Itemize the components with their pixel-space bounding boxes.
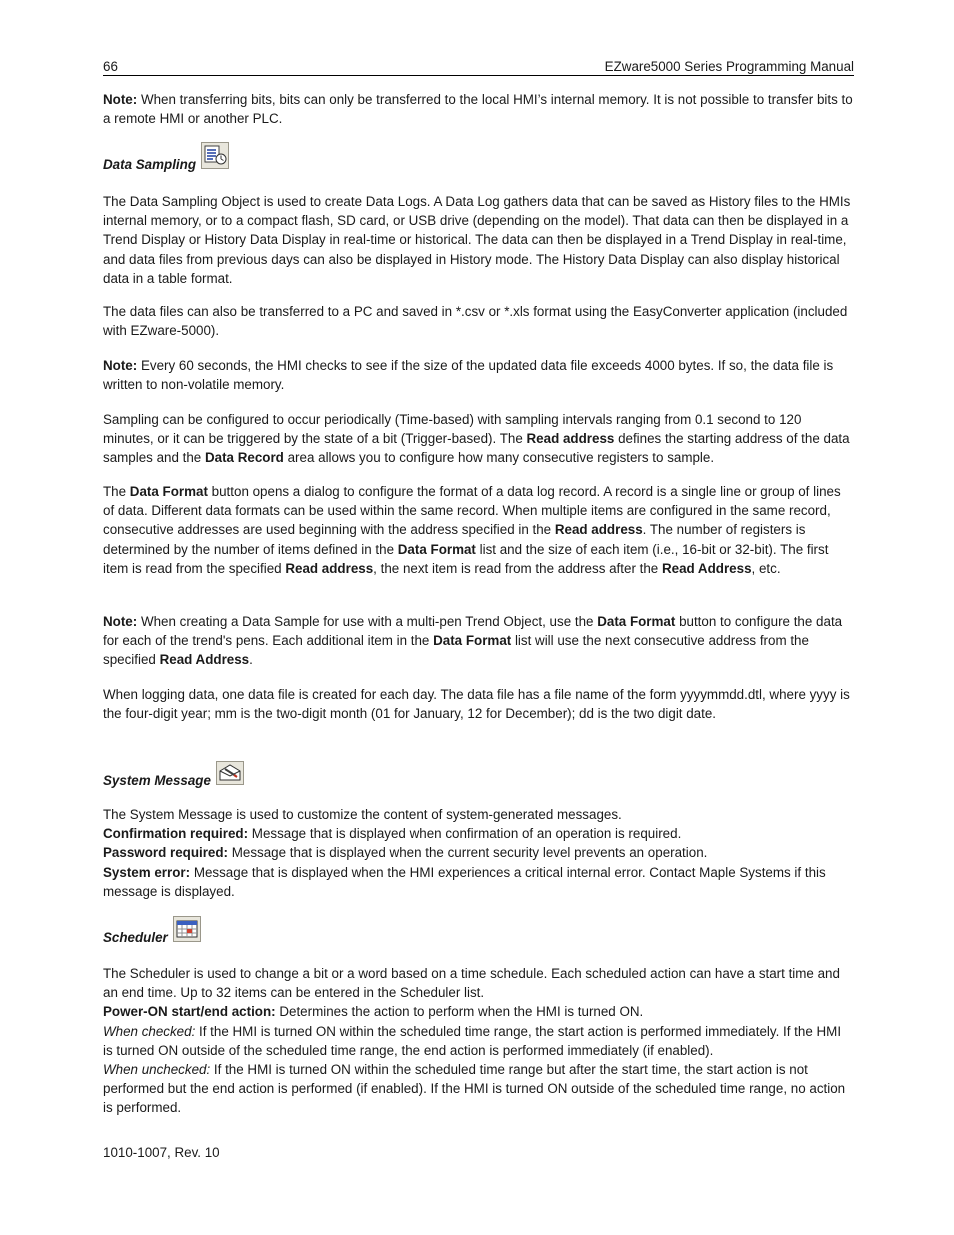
system-message-icon bbox=[216, 761, 244, 790]
data-sampling-paragraph-2: The data files can also be transferred to a PC and saved in *.csv or *.xls format using the EasyConverter application (included with EZware-5000). bbox=[103, 304, 848, 339]
item-label: When unchecked: bbox=[103, 1062, 211, 1078]
data-sampling-heading: Data Sampling bbox=[103, 156, 197, 172]
text-run: list will use the next consecutive address from the specified bbox=[103, 633, 809, 668]
note-label: Note: bbox=[103, 92, 138, 107]
data-sampling-paragraph-7: When logging data, one data file is created for each day. The data file has a file name of the form yyyymmdd.dtl, where yyyy is the four-digit year; mm is the two-digit month (01 for January, 12 for December); dd is the two digit date. bbox=[103, 687, 850, 722]
data-sampling-icon bbox=[201, 142, 229, 174]
data-sampling-paragraph-1: The Data Sampling Object is used to create Data Logs. A Data Log gathers data that can be saved as History files to the HMIs internal memory, or to a compact flash, SD card, or USB drive (depending on the model). That data can then be displayed in a Trend Display or History Data Display in real-time or historical. The data can then be displayed in a Trend Display in real-time, and data files from previous days can also be displayed in History mode. The History Data Display can also display historical data in a table format. bbox=[103, 194, 851, 286]
section-heading-system-message bbox=[103, 760, 854, 790]
doc-number: 1010-1007, Rev. 10 bbox=[103, 1145, 220, 1160]
item-label: When checked: bbox=[103, 1023, 196, 1039]
scheduler-content bbox=[103, 964, 854, 1118]
text-run: list and the size of each item (i.e., 16-bit or 32-bit). The first item is read from the specified bbox=[103, 541, 829, 576]
system-message-content bbox=[103, 805, 854, 901]
item-label: Confirmation required: bbox=[103, 826, 249, 842]
item-text: Message that is displayed when the HMI experiences a critical internal error. Contact Maple Systems if this message is displayed. bbox=[103, 864, 826, 899]
note-bits bbox=[103, 90, 854, 128]
scheduler-when-checked bbox=[103, 1022, 854, 1060]
term-data-format: Data Format bbox=[433, 633, 512, 649]
page-footer bbox=[103, 1143, 220, 1162]
system-message-heading: System Message bbox=[103, 772, 211, 788]
item-label: Power-ON start/end action: bbox=[103, 1004, 276, 1020]
term-data-format: Data Format bbox=[597, 614, 676, 629]
item-text: Message that is displayed when the current security level prevents an operation. bbox=[228, 845, 708, 861]
term-read-address: Read address bbox=[554, 522, 643, 538]
text-run: , the next item is read from the address after the bbox=[373, 560, 662, 576]
scheduler-intro: The Scheduler is used to change a bit or a word based on a time schedule. Each scheduled action can have a start time and an end time. Up to 32 items can be entered in the Scheduler list. bbox=[103, 966, 840, 1001]
section-heading-data-sampling bbox=[103, 144, 854, 174]
system-message-intro: The System Message is used to customize the content of system-generated messages. bbox=[103, 807, 622, 822]
section-heading-scheduler bbox=[103, 917, 854, 947]
item-text: If the HMI is turned ON within the scheduled time range but after the start time, the start action is not performed but the end action is performed (if enabled). If the HMI is turned ON outside of the scheduled time range, no action is performed. bbox=[103, 1062, 846, 1116]
term-read-address: Read address bbox=[526, 431, 615, 447]
note-label: Note: bbox=[103, 358, 138, 373]
text-run: area allows you to configure how many consecutive registers to sample. bbox=[283, 450, 715, 466]
data-sampling-paragraph-4 bbox=[103, 410, 854, 468]
note-label: Note: bbox=[103, 614, 138, 629]
text-run: The bbox=[103, 484, 130, 499]
term-data-format: Data Format bbox=[129, 484, 208, 499]
note-text: When transferring bits, bits can only be transferred to the local HMI’s internal memory. It is not possible to transfer bits to a remote HMI or another PLC. bbox=[103, 92, 853, 127]
term-read-address: Read Address bbox=[159, 652, 250, 668]
scheduler-heading: Scheduler bbox=[103, 929, 168, 945]
system-message-item bbox=[103, 824, 854, 843]
item-text: Determines the action to perform when the HMI is turned ON. bbox=[275, 1004, 644, 1020]
term-read-address: Read Address bbox=[661, 560, 752, 576]
text-run: , etc. bbox=[751, 560, 781, 576]
text-run: button opens a dialog to configure the format of a data log record. A record is a single line or group of lines of data. Different data formats can be used within the same record. When multiple items are configured in the same record, consecutive addresses are used beginning with the address specified in the bbox=[103, 484, 841, 538]
text-run: button to configure the data for each of the trend's pens. Each additional item in the bbox=[103, 614, 843, 649]
data-sampling-note bbox=[103, 356, 854, 394]
data-sampling-paragraph-5 bbox=[103, 482, 854, 578]
item-text: Message that is displayed when confirmation of an operation is required. bbox=[248, 826, 682, 842]
scheduler-when-unchecked bbox=[103, 1060, 854, 1118]
page-number: 66 bbox=[103, 59, 118, 74]
note-text: Every 60 seconds, the HMI checks to see if the size of the updated data file exceeds 4000 bytes. If so, the data file is written to non-volatile memory. bbox=[103, 358, 834, 393]
text-run: . The number of registers is determined by the number of items defined in the bbox=[103, 522, 806, 557]
item-label: Password required: bbox=[103, 845, 229, 861]
manual-title: EZware5000 Series Programming Manual bbox=[604, 59, 854, 74]
scheduler-power-on bbox=[103, 1002, 854, 1021]
term-data-record: Data Record bbox=[204, 450, 284, 466]
item-label: System error: bbox=[103, 864, 191, 880]
page-header bbox=[103, 56, 854, 76]
item-text: If the HMI is turned ON within the scheduled time range, the start action is performed immediately. If the HMI is turned ON outside of the scheduled time range, the end action is performed immediately (if enabled). bbox=[103, 1023, 842, 1058]
text-run: Sampling can be configured to occur periodically (Time-based) with sampling intervals ranging from 0.1 second to 120 minutes, or it can be triggered by the state of a bit (Trigger-based). The bbox=[103, 412, 802, 447]
data-sampling-note-2 bbox=[103, 612, 854, 670]
text-run: When creating a Data Sample for use with a multi-pen Trend Object, use the bbox=[137, 614, 598, 629]
term-data-format: Data Format bbox=[397, 541, 476, 557]
system-message-item bbox=[103, 843, 854, 862]
term-read-address: Read address bbox=[285, 560, 374, 576]
text-run: defines the starting address of the data samples and the bbox=[103, 431, 850, 466]
scheduler-icon bbox=[173, 916, 201, 947]
system-message-item bbox=[103, 863, 854, 901]
text-run: . bbox=[249, 652, 253, 668]
